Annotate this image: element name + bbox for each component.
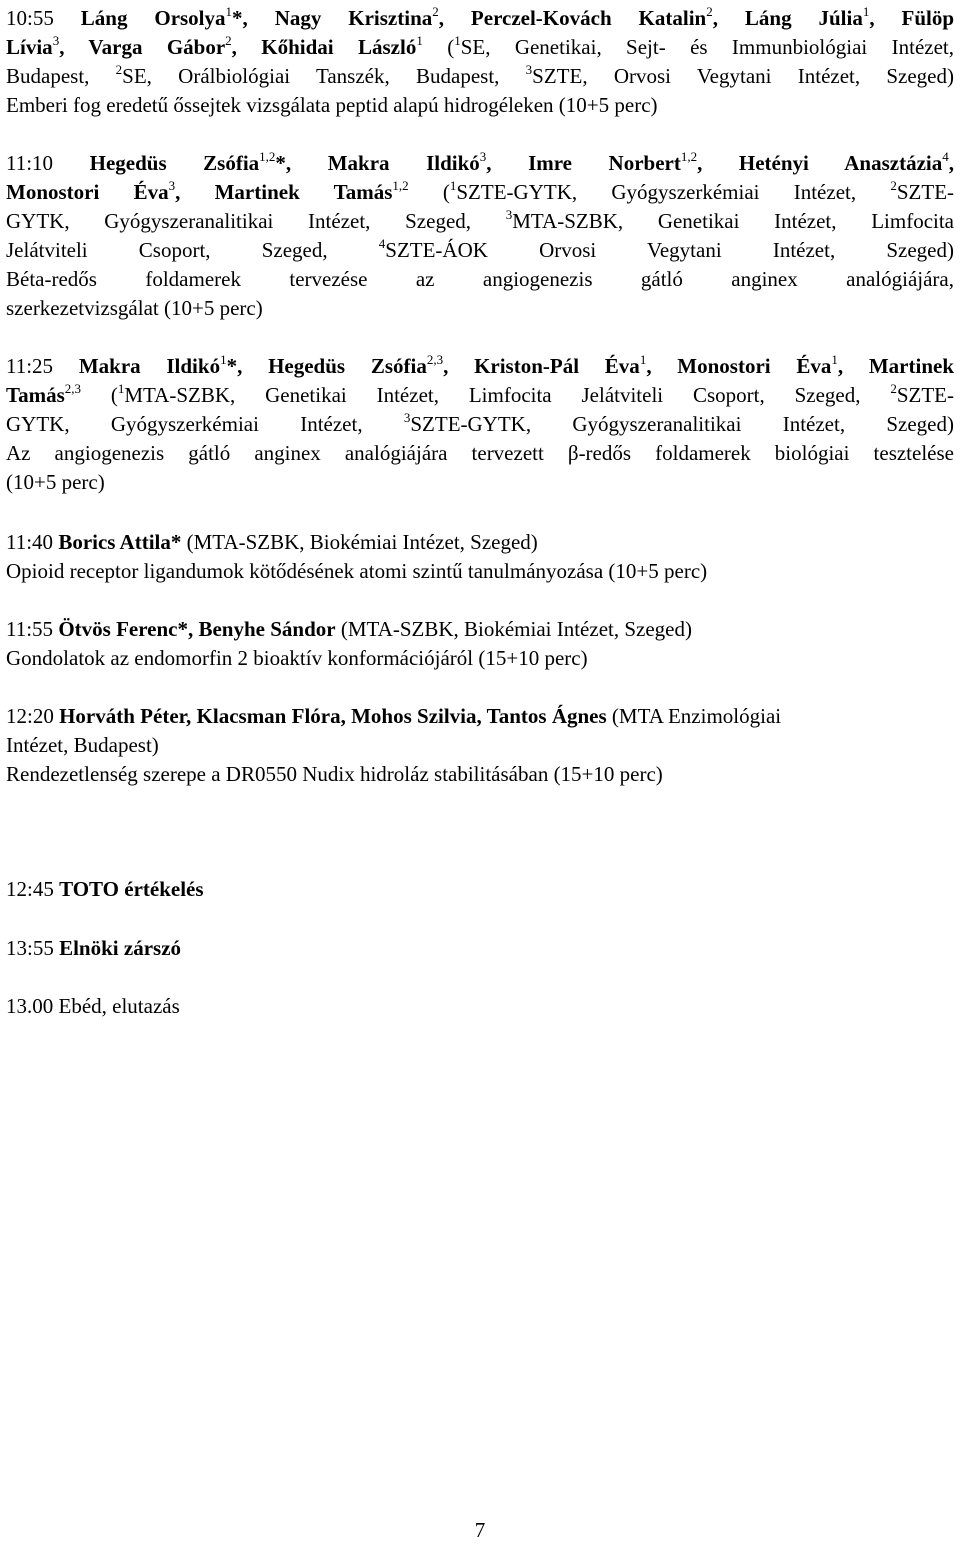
entry-line bbox=[6, 294, 954, 323]
entry-line bbox=[6, 439, 954, 468]
entry-text: Intézet, Budapest) bbox=[6, 733, 159, 757]
affiliation-superscript: 3 bbox=[403, 410, 411, 425]
entry-text: Emberi fog eredetű őssejtek vizsgálata peptid alapú hidrogéleken (10+5 perc) bbox=[6, 93, 658, 117]
author-names: TOTO értékelés bbox=[59, 877, 204, 901]
entry-text: ( bbox=[81, 383, 118, 407]
entry-time: 11:25 bbox=[6, 354, 54, 378]
entry-time: 11:55 bbox=[6, 617, 54, 641]
affiliation-superscript: 1 bbox=[862, 4, 870, 19]
entry-text: (MTA Enzimológiai bbox=[606, 704, 782, 728]
entry-line bbox=[6, 934, 954, 963]
entry-text: Gondolatok az endomorfin 2 bioaktív konformációjáról (15+10 perc) bbox=[6, 646, 588, 670]
entry-text: ( bbox=[408, 180, 450, 204]
author-names: Ötvös Ferenc*, Benyhe Sándor bbox=[58, 617, 336, 641]
author-names: Láng Orsolya bbox=[80, 6, 226, 30]
author-names: Borics Attila* bbox=[58, 530, 182, 554]
entry-line bbox=[6, 381, 954, 410]
entry-text: SZTE- bbox=[896, 383, 954, 407]
author-names: *, Nagy Krisztina bbox=[232, 6, 433, 30]
entry-text: Opioid receptor ligandumok kötődésének atomi szintű tanulmányozása (10+5 perc) bbox=[6, 559, 708, 583]
affiliation-superscript: 1 bbox=[416, 33, 423, 48]
entry-time: 12:20 bbox=[6, 704, 54, 728]
affiliation-superscript: 1 bbox=[220, 352, 227, 367]
affiliation-superscript: 3 bbox=[479, 149, 487, 164]
program-entry bbox=[6, 352, 954, 497]
affiliation-superscript: 1 bbox=[117, 381, 125, 396]
author-names: , Martinek Tamás bbox=[175, 180, 393, 204]
affiliation-superscript: 1 bbox=[639, 352, 647, 367]
affiliation-superscript: 2 bbox=[706, 4, 713, 19]
entry-line bbox=[6, 33, 954, 62]
entry-line bbox=[6, 557, 954, 586]
entry-text: Budapest, bbox=[6, 64, 116, 88]
entry-text: MTA-SZBK, Genetikai Intézet, Limfocita bbox=[512, 209, 955, 233]
affiliation-superscript: 3 bbox=[525, 62, 533, 77]
entry-time: 10:55 bbox=[6, 6, 54, 30]
author-names: , Imre Norbert bbox=[486, 151, 681, 175]
entry-time: 13.00 bbox=[6, 994, 54, 1018]
entry-line bbox=[6, 760, 954, 789]
entry-text: Rendezetlenség szerepe a DR0550 Nudix hidroláz stabilitásában (15+10 perc) bbox=[6, 762, 663, 786]
author-names: , Martinek bbox=[837, 354, 955, 378]
affiliation-superscript: 2 bbox=[890, 381, 897, 396]
affiliation-superscript: 2 bbox=[225, 33, 232, 48]
author-names: , Kőhidai László bbox=[231, 35, 417, 59]
affiliation-superscript: 1 bbox=[454, 33, 461, 48]
affiliation-superscript: 1 bbox=[831, 352, 838, 367]
affiliation-superscript: 1 bbox=[225, 4, 233, 19]
affiliation-superscript: 1,2 bbox=[392, 178, 409, 193]
entry-line bbox=[6, 410, 954, 439]
affiliation-superscript: 4 bbox=[378, 236, 386, 251]
entry-text: (10+5 perc) bbox=[6, 470, 105, 494]
affiliation-superscript: 3 bbox=[52, 33, 60, 48]
author-names: Hegedüs Zsófia bbox=[89, 151, 260, 175]
author-names: , Láng Júlia bbox=[712, 6, 863, 30]
entry-text: (MTA-SZBK, Biokémiai Intézet, Szeged) bbox=[181, 530, 538, 554]
entry-line bbox=[6, 644, 954, 673]
entry-line bbox=[6, 528, 954, 557]
entry-line bbox=[6, 615, 954, 644]
affiliation-superscript: 2,3 bbox=[426, 352, 444, 367]
entry-line bbox=[6, 149, 954, 178]
affiliation-superscript: 2 bbox=[432, 4, 439, 19]
entry-text: SZTE, Orvosi Vegytani Intézet, Szeged) bbox=[532, 64, 954, 88]
affiliation-superscript: 3 bbox=[505, 207, 513, 222]
program-entry bbox=[6, 149, 954, 323]
author-names: , Fülöp bbox=[869, 6, 955, 30]
author-names: *, Hegedüs Zsófia bbox=[226, 354, 427, 378]
author-names: , Monostori Éva bbox=[646, 354, 832, 378]
affiliation-superscript: 4 bbox=[942, 149, 949, 164]
entry-text: Jelátviteli Csoport, Szeged, bbox=[6, 238, 379, 262]
entry-text: Ebéd, elutazás bbox=[58, 994, 180, 1018]
affiliation-superscript: 2 bbox=[115, 62, 123, 77]
author-names: Lívia bbox=[6, 35, 53, 59]
entry-text: SZTE- bbox=[896, 180, 955, 204]
author-names: *, Makra Ildikó bbox=[275, 151, 480, 175]
entry-text: Az angiogenezis gátló anginex analógiájára tervezett β-redős foldamerek biológiai tesztelése bbox=[6, 441, 954, 465]
author-names: , bbox=[948, 151, 955, 175]
entry-text: szerkezetvizsgálat (10+5 perc) bbox=[6, 296, 263, 320]
program-entry bbox=[6, 992, 954, 1021]
author-names: Tamás bbox=[6, 383, 65, 407]
entry-time: 12:45 bbox=[6, 877, 54, 901]
entry-line bbox=[6, 178, 954, 207]
author-names: Horváth Péter, Klacsman Flóra, Mohos Szilvia, Tantos Ágnes bbox=[59, 704, 607, 728]
entry-line bbox=[6, 91, 954, 120]
entry-text: SZTE-ÁOK Orvosi Vegytani Intézet, Szeged) bbox=[385, 238, 954, 262]
entry-text: Béta-redős foldamerek tervezése az angiogenezis gátló anginex analógiájára, bbox=[6, 267, 954, 291]
program-entry bbox=[6, 615, 954, 673]
entry-line bbox=[6, 352, 954, 381]
entry-line bbox=[6, 4, 954, 33]
author-names: , Hetényi Anasztázia bbox=[697, 151, 943, 175]
entry-text: (MTA-SZBK, Biokémiai Intézet, Szeged) bbox=[335, 617, 692, 641]
affiliation-superscript: 2,3 bbox=[64, 381, 81, 396]
author-names: , Kriston-Pál Éva bbox=[443, 354, 640, 378]
program-entry bbox=[6, 934, 954, 963]
entry-line bbox=[6, 265, 954, 294]
program-entry bbox=[6, 4, 954, 120]
author-names: Monostori Éva bbox=[6, 180, 169, 204]
entry-text: ( bbox=[422, 35, 455, 59]
program-entry bbox=[6, 528, 954, 586]
author-names: , Perczel-Kovách Katalin bbox=[438, 6, 707, 30]
entry-text: SZTE-GYTK, Gyógyszerkémiai Intézet, bbox=[456, 180, 891, 204]
affiliation-superscript: 2 bbox=[890, 178, 897, 193]
entry-time: 11:40 bbox=[6, 530, 54, 554]
entry-text: GYTK, Gyógyszeranalitikai Intézet, Szeged, bbox=[6, 209, 506, 233]
entry-text: SE, Genetikai, Sejt- és Immunbiológiai Intézet, bbox=[460, 35, 954, 59]
affiliation-superscript: 1,2 bbox=[259, 149, 276, 164]
program-entry bbox=[6, 875, 954, 904]
entry-line bbox=[6, 468, 954, 497]
entry-line bbox=[6, 731, 954, 760]
entry-line bbox=[6, 236, 954, 265]
entry-line bbox=[6, 207, 954, 236]
entry-text: SE, Orálbiológiai Tanszék, Budapest, bbox=[122, 64, 526, 88]
entry-line bbox=[6, 992, 954, 1021]
program-entry bbox=[6, 702, 954, 789]
entry-time: 13:55 bbox=[6, 936, 54, 960]
author-names: Makra Ildikó bbox=[78, 354, 221, 378]
entry-line bbox=[6, 702, 954, 731]
affiliation-superscript: 1 bbox=[449, 178, 457, 193]
page-number: 7 bbox=[474, 1518, 486, 1542]
entry-text: GYTK, Gyógyszerkémiai Intézet, bbox=[6, 412, 404, 436]
entry-text: SZTE-GYTK, Gyógyszeranalitikai Intézet, Szeged) bbox=[410, 412, 954, 436]
affiliation-superscript: 3 bbox=[168, 178, 176, 193]
entry-line bbox=[6, 875, 954, 904]
author-names: , Varga Gábor bbox=[59, 35, 226, 59]
affiliation-superscript: 1,2 bbox=[680, 149, 698, 164]
entry-text: MTA-SZBK, Genetikai Intézet, Limfocita Jelátviteli Csoport, Szeged, bbox=[124, 383, 891, 407]
author-names: Elnöki zárszó bbox=[59, 936, 182, 960]
entry-line bbox=[6, 62, 954, 91]
entry-time: 11:10 bbox=[6, 151, 54, 175]
